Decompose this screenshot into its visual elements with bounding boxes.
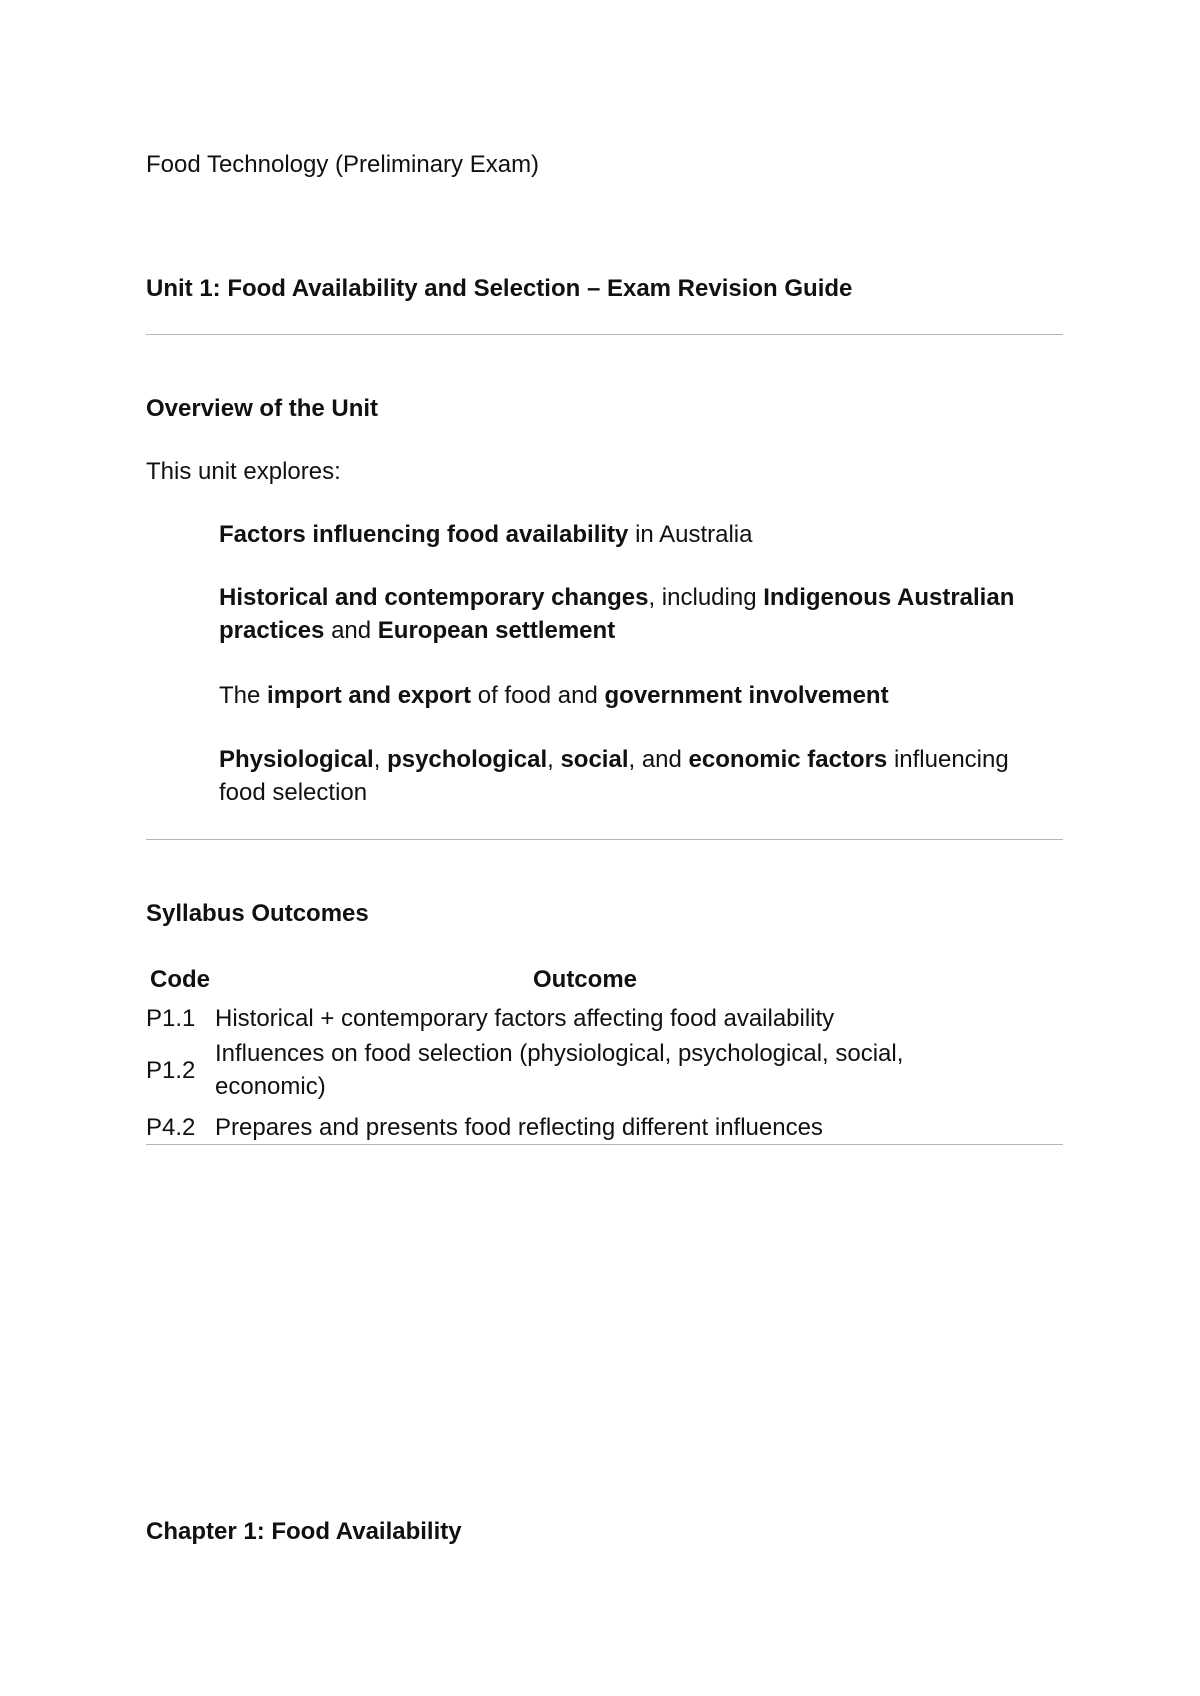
horizontal-rule	[146, 334, 1063, 335]
bullet-text: of food and	[471, 682, 605, 709]
bullet-text-bold: Factors influencing food availability	[219, 521, 629, 548]
bullet-text: ,	[547, 746, 561, 773]
row-outcome: Influences on food selection (physiological, psychological, social, economic)	[215, 1040, 904, 1100]
column-header-outcome: Outcome	[532, 966, 637, 993]
unit-heading: Unit 1: Food Availability and Selection – Exam Revision Guide	[146, 275, 853, 302]
bullet-item	[219, 518, 1059, 551]
bullet-text: , including	[648, 584, 764, 611]
bullet-text-bold: social	[560, 746, 629, 773]
row-code: P1.1	[146, 1005, 196, 1032]
bullet-text: and	[324, 617, 378, 644]
row-outcome: Historical + contemporary factors affecting food availability	[215, 1005, 835, 1032]
syllabus-heading: Syllabus Outcomes	[146, 900, 369, 927]
bullet-text: influencing food selection	[219, 746, 1009, 806]
table-row	[146, 1002, 1063, 1035]
bullet-item	[219, 581, 1059, 647]
row-code: P1.2	[146, 1057, 196, 1084]
overview-intro: This unit explores:	[146, 458, 341, 485]
bullet-text-bold: Indigenous Australian practices	[219, 584, 1015, 644]
bullet-text-bold: European settlement	[377, 617, 616, 644]
course-title: Food Technology (Preliminary Exam)	[146, 151, 540, 178]
bullet-text-bold: Physiological	[219, 746, 374, 773]
overview-heading: Overview of the Unit	[146, 395, 379, 422]
bullet-text-bold: import and export	[267, 682, 472, 709]
bullet-text: , and	[628, 746, 689, 773]
chapter-heading: Chapter 1: Food Availability	[146, 1518, 462, 1545]
bullet-text-bold: economic factors	[688, 746, 888, 773]
table-header-row	[146, 963, 1063, 996]
bullet-item	[219, 743, 1059, 809]
bullet-text-bold: psychological	[387, 746, 548, 773]
column-header-code: Code	[150, 966, 210, 993]
row-code: P4.2	[146, 1114, 196, 1141]
bullet-text: The	[219, 682, 268, 709]
bullet-text: ,	[373, 746, 388, 773]
table-row	[146, 1111, 1063, 1144]
horizontal-rule	[146, 839, 1063, 840]
table-bottom-rule	[146, 1144, 1063, 1145]
bullet-text: in Australia	[628, 521, 753, 548]
bullet-item	[219, 679, 1059, 712]
bullet-text-bold: Historical and contemporary changes	[219, 584, 649, 611]
row-outcome: Prepares and presents food reflecting different influences	[215, 1114, 823, 1141]
table-row	[146, 1037, 1063, 1103]
bullet-text-bold: government involvement	[604, 682, 889, 709]
